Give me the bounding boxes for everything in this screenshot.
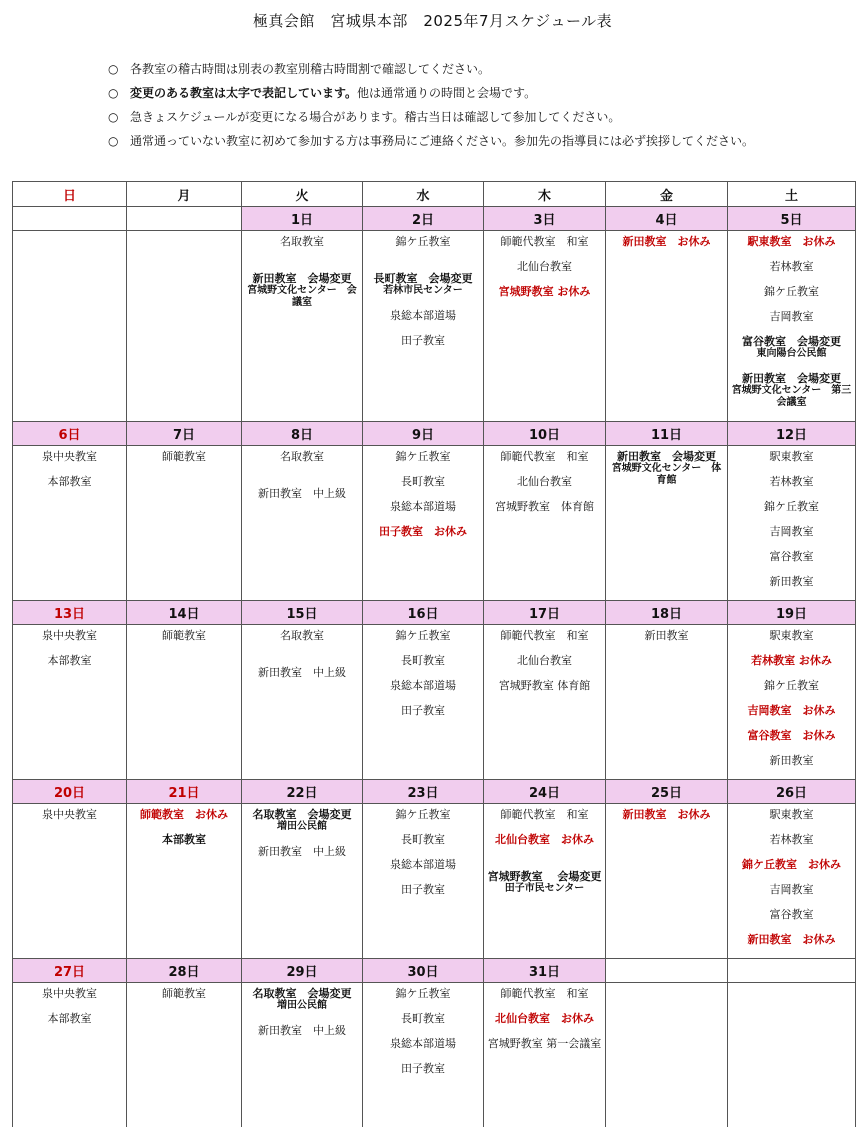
- class-entry: [366, 654, 480, 667]
- class-entry: [731, 525, 852, 538]
- circle-bullet-icon: ○: [108, 62, 119, 76]
- date-cell: 15日: [242, 601, 363, 625]
- date-cell: 6日: [13, 422, 127, 446]
- class-entry: [16, 1012, 123, 1025]
- date-cell: 4日: [606, 207, 728, 231]
- class-name: 吉岡教室 お休み: [747, 704, 836, 717]
- spacer: [366, 260, 480, 272]
- weekday-header-row: [13, 182, 856, 207]
- class-entry: [731, 550, 852, 563]
- date-cell: 21日: [127, 780, 242, 804]
- schedule-row: [13, 804, 856, 959]
- class-entry: [487, 679, 602, 692]
- spacer: [487, 858, 602, 870]
- class-entry: [731, 679, 852, 692]
- class-name: 錦ケ丘教室: [764, 285, 819, 298]
- date-cell: 1日: [242, 207, 363, 231]
- class-entry: [731, 500, 852, 513]
- calendar-body: [13, 207, 856, 1127]
- closed-class-entry: [731, 729, 852, 742]
- date-row: [13, 601, 856, 625]
- class-name: 駅東教室: [769, 808, 814, 821]
- class-entry: [16, 987, 123, 1000]
- schedule-row: [13, 446, 856, 601]
- date-cell: 7日: [127, 422, 242, 446]
- circle-bullet-icon: ○: [108, 134, 119, 148]
- note-item: [108, 85, 848, 109]
- class-name: 錦ケ丘教室: [395, 450, 451, 463]
- class-name: 本部教室: [47, 1012, 92, 1025]
- circle-bullet-icon: ○: [108, 86, 119, 100]
- date-cell: 20日: [13, 780, 127, 804]
- weekday-header-sun: 日: [13, 182, 127, 207]
- class-name: 若林教室 お休み: [751, 654, 832, 667]
- day-schedule-cell: [127, 625, 242, 780]
- class-name: 師範教室: [162, 987, 206, 1000]
- date-row: [13, 780, 856, 804]
- class-name: 錦ケ丘教室: [395, 987, 451, 1000]
- class-entry: [245, 487, 359, 500]
- closed-class-entry: [731, 858, 852, 871]
- class-entry: [245, 1024, 359, 1037]
- class-entry: [487, 987, 602, 1000]
- schedule-row: [13, 625, 856, 780]
- venue-name: 東向陽台公民館: [756, 348, 827, 359]
- class-entry: [731, 575, 852, 588]
- day-schedule-cell: [242, 625, 363, 780]
- changed-class-entry: [245, 272, 359, 309]
- class-entry: [366, 808, 480, 821]
- class-name: 泉総本部道場: [390, 309, 456, 322]
- class-name: 新田教室 会場変更: [617, 450, 716, 463]
- class-entry: [366, 858, 480, 871]
- class-name: 北仙台教室 お休み: [495, 1012, 594, 1025]
- class-name: 錦ケ丘教室: [395, 808, 451, 821]
- class-name: 泉中央教室: [42, 629, 97, 642]
- day-schedule-cell: [363, 231, 484, 422]
- class-entry: [245, 235, 359, 248]
- circle-bullet-icon: ○: [108, 110, 119, 124]
- day-schedule-cell: [484, 231, 606, 422]
- schedule-row: [13, 231, 856, 422]
- class-name: 田子教室 お休み: [379, 525, 467, 538]
- class-name: 名取教室: [280, 235, 324, 248]
- day-schedule-cell: [363, 983, 484, 1127]
- class-entry: [731, 808, 852, 821]
- class-name: 錦ケ丘教室: [395, 235, 451, 248]
- date-cell: 22日: [242, 780, 363, 804]
- class-name: 錦ケ丘教室 お休み: [742, 858, 841, 871]
- class-entry: [366, 987, 480, 1000]
- venue-name: 田子市民センター: [504, 883, 585, 894]
- class-name: 泉中央教室: [42, 987, 97, 1000]
- schedule-calendar: [12, 181, 856, 1127]
- class-entry: [245, 450, 359, 463]
- class-name: 名取教室: [280, 450, 324, 463]
- note-text: 他は通常通りの時間と会場です。: [357, 86, 537, 100]
- day-schedule-cell: [127, 804, 242, 959]
- date-cell: 30日: [363, 959, 484, 983]
- date-cell: 17日: [484, 601, 606, 625]
- weekday-header-fri: 金: [606, 182, 728, 207]
- class-name: 富谷教室 お休み: [747, 729, 836, 742]
- note-item: [108, 109, 848, 133]
- closed-class-entry: [731, 654, 852, 667]
- class-entry: [366, 450, 480, 463]
- date-cell: 28日: [127, 959, 242, 983]
- class-name: 宮城野教室 体育館: [495, 500, 594, 513]
- class-name: 新田教室 中上級: [258, 1024, 346, 1037]
- day-schedule-cell: [13, 231, 127, 422]
- class-name: 泉中央教室: [42, 808, 97, 821]
- date-row: [13, 207, 856, 231]
- class-entry: [731, 754, 852, 767]
- day-schedule-cell: [242, 446, 363, 601]
- class-name: 泉総本部道場: [390, 500, 456, 513]
- day-schedule-cell: [13, 446, 127, 601]
- class-name: 新田教室: [644, 629, 689, 642]
- venue-name: 宮城野文化センター 体育館: [611, 463, 722, 486]
- day-schedule-cell: [606, 625, 728, 780]
- weekday-header-tue: 火: [242, 182, 363, 207]
- class-name: 本部教室: [47, 654, 92, 667]
- class-entry: [731, 475, 852, 488]
- class-name: 泉総本部道場: [390, 679, 456, 692]
- date-cell: 2日: [363, 207, 484, 231]
- class-name: 師範代教室 和室: [500, 235, 589, 248]
- class-name: 吉岡教室: [769, 883, 814, 896]
- note-text: 各教室の稽古時間は別表の教室別稽古時間割で確認してください。: [130, 62, 491, 76]
- changed-class-entry: [130, 833, 238, 846]
- class-name: 北仙台教室 お休み: [495, 833, 594, 846]
- page-title: 極真会館 宮城県本部 2025年7月スケジュール表: [252, 12, 613, 30]
- day-schedule-cell: [127, 983, 242, 1127]
- class-name: 駅東教室: [769, 450, 814, 463]
- class-entry: [245, 666, 359, 679]
- class-name: 本部教室: [162, 833, 206, 846]
- class-name: 北仙台教室: [517, 475, 572, 488]
- venue-name: 宮城野文化センター 第三会議室: [731, 385, 852, 408]
- venue-name: 増田公民館: [277, 821, 327, 832]
- spacer: [245, 654, 359, 666]
- date-cell: 29日: [242, 959, 363, 983]
- class-name: 長町教室: [401, 1012, 445, 1025]
- class-entry: [16, 654, 123, 667]
- class-entry: [487, 629, 602, 642]
- class-name: 田子教室: [401, 1062, 445, 1075]
- changed-class-entry: [366, 272, 480, 297]
- changed-class-entry: [731, 372, 852, 409]
- date-cell: 10日: [484, 422, 606, 446]
- class-name: 田子教室: [401, 334, 445, 347]
- day-schedule-cell: [606, 804, 728, 959]
- class-entry: [366, 1037, 480, 1050]
- class-name: 泉総本部道場: [390, 1037, 456, 1050]
- day-schedule-cell: [242, 231, 363, 422]
- class-entry: [366, 833, 480, 846]
- class-name: 宮城野教室 第一会議室: [487, 1037, 602, 1050]
- day-schedule-cell: [363, 625, 484, 780]
- day-schedule-cell: [13, 983, 127, 1127]
- weekday-header-wed: 水: [363, 182, 484, 207]
- closed-class-entry: [130, 808, 238, 821]
- class-name: 駅東教室 お休み: [747, 235, 836, 248]
- day-schedule-cell: [363, 446, 484, 601]
- date-cell: 13日: [13, 601, 127, 625]
- class-entry: [16, 808, 123, 821]
- class-name: 宮城野教室 会場変更: [487, 870, 602, 883]
- class-name: 若林教室: [769, 475, 814, 488]
- class-name: 若林教室: [769, 833, 814, 846]
- class-name: 長町教室: [401, 833, 445, 846]
- class-entry: [487, 500, 602, 513]
- day-schedule-cell: [13, 625, 127, 780]
- class-entry: [731, 883, 852, 896]
- class-entry: [609, 629, 724, 642]
- class-name: 名取教室: [280, 629, 324, 642]
- weekday-header-mon: 月: [127, 182, 242, 207]
- date-cell: 11日: [606, 422, 728, 446]
- class-name: 新田教室: [769, 754, 814, 767]
- class-name: 錦ケ丘教室: [764, 500, 819, 513]
- date-cell: 23日: [363, 780, 484, 804]
- class-entry: [366, 309, 480, 322]
- class-entry: [487, 475, 602, 488]
- schedule-row: [13, 983, 856, 1127]
- class-entry: [487, 808, 602, 821]
- date-cell: 18日: [606, 601, 728, 625]
- date-cell: 12日: [728, 422, 856, 446]
- class-name: 新田教室 お休み: [622, 235, 711, 248]
- note-text: 急きょスケジュールが変更になる場合があります。稽古当日は確認して参加してください。: [130, 110, 621, 124]
- date-row: [13, 959, 856, 983]
- class-entry: [366, 1062, 480, 1075]
- class-entry: [731, 260, 852, 273]
- day-schedule-cell: [728, 625, 856, 780]
- class-name: 新田教室 中上級: [258, 487, 346, 500]
- changed-class-entry: [245, 987, 359, 1012]
- class-name: 師範代教室 和室: [500, 808, 589, 821]
- class-entry: [245, 629, 359, 642]
- class-name: 錦ケ丘教室: [395, 629, 451, 642]
- spacer: [245, 475, 359, 487]
- class-name: 富谷教室: [769, 550, 814, 563]
- class-name: 名取教室 会場変更: [252, 808, 352, 821]
- day-schedule-cell: [13, 804, 127, 959]
- class-name: 富谷教室 会場変更: [742, 335, 841, 348]
- changed-class-entry: [609, 450, 724, 487]
- day-schedule-cell: [728, 983, 856, 1127]
- class-entry: [366, 883, 480, 896]
- day-schedule-cell: [606, 231, 728, 422]
- date-cell: 24日: [484, 780, 606, 804]
- class-entry: [731, 833, 852, 846]
- class-entry: [731, 285, 852, 298]
- class-entry: [366, 629, 480, 642]
- closed-class-entry: [487, 833, 602, 846]
- class-name: 錦ケ丘教室: [764, 679, 819, 692]
- date-cell: 26日: [728, 780, 856, 804]
- class-name: 吉岡教室: [769, 310, 814, 323]
- class-name: 新田教室: [769, 575, 814, 588]
- notes-list: [108, 61, 848, 157]
- class-name: 師範教室 お休み: [140, 808, 228, 821]
- class-name: 新田教室 会場変更: [742, 372, 841, 385]
- closed-class-entry: [487, 285, 602, 298]
- class-entry: [130, 450, 238, 463]
- date-cell: 19日: [728, 601, 856, 625]
- day-schedule-cell: [127, 231, 242, 422]
- day-schedule-cell: [606, 446, 728, 601]
- day-schedule-cell: [728, 804, 856, 959]
- class-name: 師範教室: [162, 629, 206, 642]
- class-entry: [487, 1037, 602, 1050]
- day-schedule-cell: [484, 446, 606, 601]
- note-item: [108, 61, 848, 85]
- closed-class-entry: [609, 808, 724, 821]
- class-entry: [487, 450, 602, 463]
- class-name: 北仙台教室: [517, 260, 572, 273]
- day-schedule-cell: [242, 804, 363, 959]
- closed-class-entry: [487, 1012, 602, 1025]
- date-cell: 27日: [13, 959, 127, 983]
- class-name: 名取教室 会場変更: [252, 987, 352, 1000]
- class-entry: [16, 629, 123, 642]
- class-entry: [16, 475, 123, 488]
- changed-class-entry: [731, 335, 852, 360]
- class-name: 泉中央教室: [42, 450, 97, 463]
- class-name: 長町教室 会場変更: [373, 272, 473, 285]
- class-entry: [366, 1012, 480, 1025]
- class-entry: [245, 845, 359, 858]
- day-schedule-cell: [728, 446, 856, 601]
- date-cell: 16日: [363, 601, 484, 625]
- class-name: 師範代教室 和室: [500, 450, 589, 463]
- closed-class-entry: [609, 235, 724, 248]
- day-schedule-cell: [242, 983, 363, 1127]
- class-name: 駅東教室: [769, 629, 814, 642]
- date-cell: 8日: [242, 422, 363, 446]
- class-entry: [130, 987, 238, 1000]
- empty-date-cell: [606, 959, 728, 983]
- date-cell: 3日: [484, 207, 606, 231]
- class-name: 師範教室: [162, 450, 206, 463]
- spacer: [245, 260, 359, 272]
- class-entry: [487, 235, 602, 248]
- class-name: 長町教室: [401, 654, 445, 667]
- class-entry: [487, 654, 602, 667]
- class-name: 新田教室 会場変更: [252, 272, 352, 285]
- class-name: 師範代教室 和室: [500, 987, 589, 1000]
- class-name: 新田教室 お休み: [747, 933, 836, 946]
- date-cell: 31日: [484, 959, 606, 983]
- class-name: 北仙台教室: [517, 654, 572, 667]
- class-name: 新田教室 中上級: [258, 666, 346, 679]
- class-entry: [366, 704, 480, 717]
- day-schedule-cell: [127, 446, 242, 601]
- changed-class-entry: [487, 870, 602, 895]
- closed-class-entry: [366, 525, 480, 538]
- day-schedule-cell: [484, 625, 606, 780]
- class-name: 新田教室 中上級: [258, 845, 346, 858]
- date-cell: 9日: [363, 422, 484, 446]
- note-item: [108, 133, 848, 157]
- class-name: 田子教室: [401, 704, 445, 717]
- changed-class-entry: [245, 808, 359, 833]
- class-entry: [366, 500, 480, 513]
- date-cell: 25日: [606, 780, 728, 804]
- class-entry: [366, 235, 480, 248]
- closed-class-entry: [731, 235, 852, 248]
- class-entry: [731, 450, 852, 463]
- class-entry: [16, 450, 123, 463]
- closed-class-entry: [731, 704, 852, 717]
- class-entry: [487, 260, 602, 273]
- class-entry: [731, 629, 852, 642]
- class-entry: [731, 310, 852, 323]
- class-entry: [366, 679, 480, 692]
- venue-name: 宮城野文化センター 会議室: [247, 285, 357, 308]
- date-cell: 14日: [127, 601, 242, 625]
- class-name: 富谷教室: [769, 908, 814, 921]
- class-entry: [366, 475, 480, 488]
- date-cell: 5日: [728, 207, 856, 231]
- class-name: 泉総本部道場: [390, 858, 456, 871]
- class-name: 田子教室: [401, 883, 445, 896]
- class-entry: [731, 908, 852, 921]
- date-row: [13, 422, 856, 446]
- day-schedule-cell: [728, 231, 856, 422]
- empty-date-cell: [728, 959, 856, 983]
- day-schedule-cell: [606, 983, 728, 1127]
- venue-name: 増田公民館: [277, 1000, 327, 1011]
- venue-name: 若林市民センター: [383, 285, 463, 296]
- class-name: 若林教室: [769, 260, 814, 273]
- class-name: 師範代教室 和室: [500, 629, 589, 642]
- class-name: 新田教室 お休み: [622, 808, 711, 821]
- class-name: 吉岡教室: [769, 525, 814, 538]
- class-name: 長町教室: [401, 475, 445, 488]
- weekday-header-thu: 木: [484, 182, 606, 207]
- weekday-header-sat: 土: [728, 182, 856, 207]
- note-bold-text: 変更のある教室は太字で表記しています。: [130, 86, 358, 100]
- day-schedule-cell: [484, 804, 606, 959]
- class-name: 宮城野教室 体育館: [498, 679, 591, 692]
- class-entry: [130, 629, 238, 642]
- day-schedule-cell: [484, 983, 606, 1127]
- day-schedule-cell: [363, 804, 484, 959]
- closed-class-entry: [731, 933, 852, 946]
- empty-date-cell: [127, 207, 242, 231]
- note-text: 通常通っていない教室に初めて参加する方は事務局にご連絡ください。参加先の指導員には必ず挨拶してください。: [130, 134, 755, 148]
- empty-date-cell: [13, 207, 127, 231]
- class-name: 宮城野教室 お休み: [498, 285, 591, 298]
- class-name: 本部教室: [47, 475, 92, 488]
- class-entry: [366, 334, 480, 347]
